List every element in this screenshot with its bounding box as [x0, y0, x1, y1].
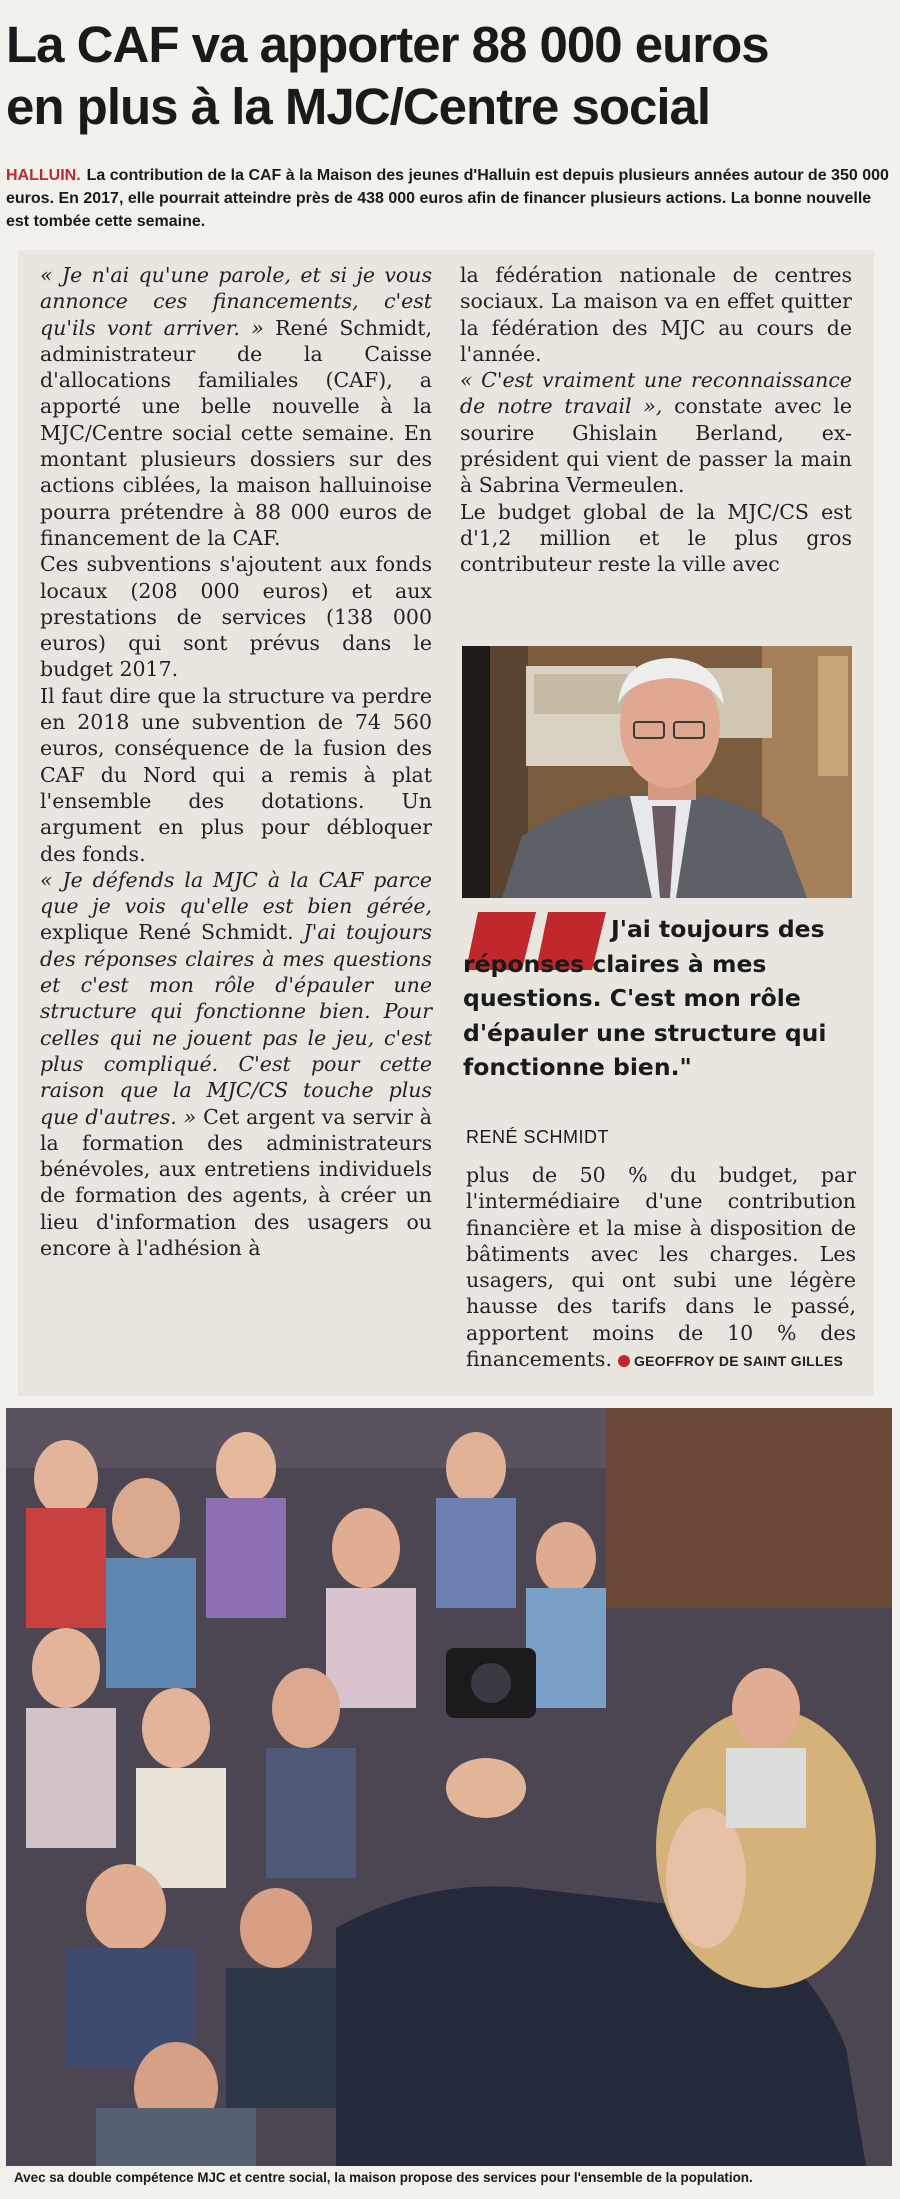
paragraph	[460, 367, 852, 498]
headline	[6, 14, 894, 138]
standfirst-text: La contribution de la CAF à la Maison des jeunes d'Halluin est depuis plusieurs années autour de 350 000 euros. En 2017, elle pourrait atteindre près de 438 000 euros afin de financer plusieurs actions. La bonne nouvelle est tombée cette semaine.	[6, 167, 889, 230]
article-column-right-continued	[466, 1162, 856, 1374]
paragraph-text: constate avec le sourire Ghislain Berland, ex-président qui vient de passer la main à Sabrina Vermeulen.	[460, 394, 852, 498]
location-label: HALLUIN.	[6, 167, 81, 184]
portrait-illustration	[462, 646, 852, 898]
pull-quote-author: RENÉ SCHMIDT	[466, 1127, 610, 1147]
article-column-left	[40, 262, 432, 1261]
standfirst	[6, 164, 890, 233]
paragraph: la fédération nationale de centres sociaux. La maison va en effet quitter la fédération des MJC au cours de l'année.	[460, 263, 852, 366]
paragraph: Le budget global de la MJC/CS est d'1,2 million et le plus gros contributeur reste la ville avec	[460, 499, 852, 577]
paragraph-text: René Schmidt, administrateur de la Caisse d'allocations familiales (CAF), a apporté une belle nouvelle à la MJC/Centre social cette semaine. En montant plusieurs dossiers sur des actions ciblées, la maison halluinoise pourra prétendre à 88 000 euros de financement de la CAF.	[40, 315, 432, 550]
paragraph	[40, 262, 432, 551]
byline-dot-icon	[618, 1355, 630, 1367]
paragraph: Ces subventions s'ajoutent aux fonds locaux (208 000 euros) et aux prestations de services (138 000 euros) qui sont prévus dans le budget 2017.	[40, 552, 432, 682]
quote: « Je défends la MJC à la CAF parce que je vois qu'elle est bien gérée,	[40, 867, 432, 919]
children-photo-illustration	[6, 1408, 892, 2166]
headline-line-2: en plus à la MJC/Centre social	[6, 78, 711, 135]
quote: « C'est vraiment une reconnaissance de notre travail »,	[460, 368, 852, 419]
paragraph	[466, 1162, 856, 1374]
article-column-right	[460, 262, 852, 578]
paragraph: Il faut dire que la structure va perdre en 2018 une subvention de 74 560 euros, conséquence de la fusion des CAF du Nord qui a remis à plat l'ensemble des dotations. Un argument en plus pour débloquer des fonds.	[40, 683, 432, 866]
paragraph-text: plus de 50 % du budget, par l'intermédiaire d'une contribution financière et la mise à disposition de bâtiments avec les charges. Les usagers, qui ont subi une légère hausse des tarifs dans le passé, apportent moins de 10 % des financements.	[466, 1163, 856, 1372]
paragraph-text: Cet argent va servir à la formation des administrateurs bénévoles, aux entretiens individuels de formation des agents, à créer un lieu d'information des usagers ou encore à l'adhésion à	[40, 1104, 433, 1260]
paragraph	[40, 867, 432, 1261]
quote: « Je n'ai qu'une parole, et si je vous annonce ces financements, c'est qu'ils vont arriver. »	[40, 263, 432, 340]
pull-quote: J'ai toujours des réponses claires à mes questions. C'est mon rôle d'épauler une structure qui fonctionne bien."	[463, 915, 827, 1082]
paragraph-text: explique René Schmidt.	[40, 920, 304, 945]
quote: J'ai toujours des réponses claires à mes questions et c'est mon rôle d'épauler une structure qui fonctionne bien. Pour celles qui ne jouent pas le jeu, c'est plus compliqué. C'est pour cette raison que la MJC/CS touche plus que d'autres. »	[40, 920, 433, 1129]
photo-caption: Avec sa double compétence MJC et centre social, la maison propose des services pour l'ensemble de la population.	[14, 2170, 753, 2185]
byline-author: GEOFFROY DE SAINT GILLES	[633, 1353, 844, 1370]
portrait-photo	[462, 646, 852, 898]
headline-line-1: La CAF va apporter 88 000 euros	[6, 16, 769, 73]
main-photo	[6, 1408, 892, 2166]
byline	[612, 1353, 843, 1369]
